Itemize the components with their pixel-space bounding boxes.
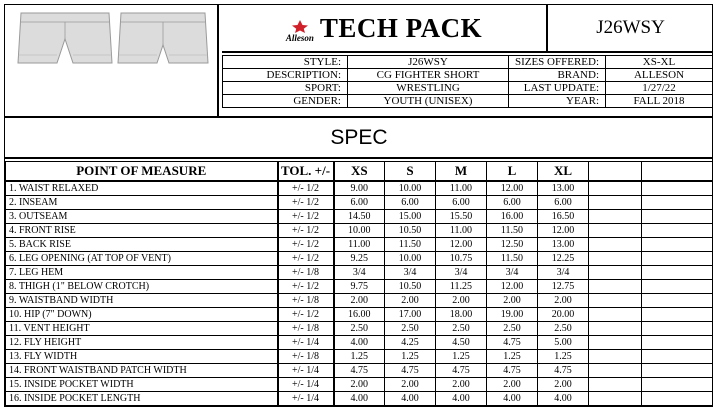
empty-cell: [642, 350, 713, 364]
point-of-measure-cell: 8. THIGH (1" BELOW CROTCH): [6, 280, 278, 294]
empty-cell: [589, 210, 642, 224]
table-row: [6, 210, 713, 224]
size-s-cell: 4.00: [385, 392, 436, 406]
column-header-s: S: [385, 162, 436, 182]
column-header-xs: XS: [334, 162, 385, 182]
point-of-measure-cell: 9. WAISTBAND WIDTH: [6, 294, 278, 308]
table-row: [6, 238, 713, 252]
table-row: [6, 336, 713, 350]
table-row: [6, 252, 713, 266]
column-header-pom: POINT OF MEASURE: [6, 162, 278, 182]
info-label: SPORT:: [223, 82, 348, 95]
size-m-cell: 6.00: [436, 196, 487, 210]
size-s-cell: 4.25: [385, 336, 436, 350]
info-row: [223, 95, 713, 108]
info-value: YOUTH (UNISEX): [348, 95, 509, 108]
tech-pack-header: [222, 5, 548, 53]
info-label: SIZES OFFERED:: [509, 56, 606, 69]
empty-cell: [642, 308, 713, 322]
info-label: LAST UPDATE:: [509, 82, 606, 95]
size-xl-cell: 12.25: [538, 252, 589, 266]
empty-cell: [642, 238, 713, 252]
size-l-cell: 4.00: [487, 392, 538, 406]
size-s-cell: 6.00: [385, 196, 436, 210]
size-l-cell: 19.00: [487, 308, 538, 322]
size-xs-cell: 11.00: [334, 238, 385, 252]
size-m-cell: 11.00: [436, 181, 487, 196]
tolerance-cell: +/- 1/2: [278, 252, 334, 266]
empty-cell: [589, 294, 642, 308]
info-value: FALL 2018: [606, 95, 713, 108]
size-xl-cell: 2.00: [538, 294, 589, 308]
size-s-cell: 11.50: [385, 238, 436, 252]
size-xs-cell: 14.50: [334, 210, 385, 224]
point-of-measure-cell: 2. INSEAM: [6, 196, 278, 210]
page-title: TECH PACK: [319, 12, 483, 43]
size-l-cell: 6.00: [487, 196, 538, 210]
size-m-cell: 2.00: [436, 294, 487, 308]
point-of-measure-cell: 3. OUTSEAM: [6, 210, 278, 224]
tolerance-cell: +/- 1/2: [278, 196, 334, 210]
shorts-back-sketch: [118, 13, 208, 63]
point-of-measure-cell: 4. FRONT RISE: [6, 224, 278, 238]
size-xs-cell: 4.00: [334, 336, 385, 350]
empty-cell: [642, 210, 713, 224]
point-of-measure-cell: 10. HIP (7" DOWN): [6, 308, 278, 322]
size-xs-cell: 6.00: [334, 196, 385, 210]
size-l-cell: 12.00: [487, 280, 538, 294]
table-row: [6, 378, 713, 392]
style-code-header: J26WSY: [548, 5, 713, 53]
size-xs-cell: 10.00: [334, 224, 385, 238]
empty-cell: [642, 392, 713, 406]
size-l-cell: 11.50: [487, 252, 538, 266]
size-xl-cell: 6.00: [538, 196, 589, 210]
empty-cell: [589, 350, 642, 364]
size-m-cell: 12.00: [436, 238, 487, 252]
size-xl-cell: 3/4: [538, 266, 589, 280]
tolerance-cell: +/- 1/4: [278, 378, 334, 392]
table-row: [6, 224, 713, 238]
size-xl-cell: 2.00: [538, 378, 589, 392]
info-row: [223, 56, 713, 69]
brand-wordmark: Alleson: [285, 33, 314, 43]
table-row: [6, 322, 713, 336]
point-of-measure-cell: 5. BACK RISE: [6, 238, 278, 252]
table-row: [6, 350, 713, 364]
empty-cell: [589, 196, 642, 210]
empty-cell: [589, 322, 642, 336]
size-s-cell: 10.50: [385, 224, 436, 238]
size-l-cell: 3/4: [487, 266, 538, 280]
empty-cell: [589, 364, 642, 378]
size-l-cell: 2.50: [487, 322, 538, 336]
table-row: [6, 266, 713, 280]
empty-cell: [589, 378, 642, 392]
point-of-measure-cell: 14. FRONT WAISTBAND PATCH WIDTH: [6, 364, 278, 378]
point-of-measure-cell: 12. FLY HEIGHT: [6, 336, 278, 350]
empty-cell: [589, 238, 642, 252]
size-m-cell: 3/4: [436, 266, 487, 280]
empty-cell: [642, 252, 713, 266]
size-s-cell: 17.00: [385, 308, 436, 322]
shorts-sketch-front-back: [5, 5, 217, 105]
empty-cell: [642, 280, 713, 294]
empty-cell: [642, 364, 713, 378]
tolerance-cell: +/- 1/8: [278, 322, 334, 336]
info-value: CG FIGHTER SHORT: [348, 69, 509, 82]
size-l-cell: 11.50: [487, 224, 538, 238]
tolerance-cell: +/- 1/8: [278, 294, 334, 308]
empty-cell: [589, 224, 642, 238]
size-s-cell: 1.25: [385, 350, 436, 364]
size-xs-cell: 1.25: [334, 350, 385, 364]
size-xl-cell: 4.75: [538, 364, 589, 378]
tolerance-cell: +/- 1/8: [278, 350, 334, 364]
size-l-cell: 2.00: [487, 378, 538, 392]
tolerance-cell: +/- 1/2: [278, 181, 334, 196]
measurement-table: [5, 161, 713, 406]
info-value: XS-XL: [606, 56, 713, 69]
empty-cell: [589, 392, 642, 406]
size-m-cell: 4.75: [436, 364, 487, 378]
size-l-cell: 12.00: [487, 181, 538, 196]
table-row: [6, 196, 713, 210]
size-xl-cell: 4.00: [538, 392, 589, 406]
info-value: J26WSY: [348, 56, 509, 69]
point-of-measure-cell: 15. INSIDE POCKET WIDTH: [6, 378, 278, 392]
point-of-measure-cell: 1. WAIST RELAXED: [6, 181, 278, 196]
info-label: GENDER:: [223, 95, 348, 108]
size-m-cell: 2.00: [436, 378, 487, 392]
shorts-front-sketch: [18, 13, 112, 63]
empty-cell: [589, 308, 642, 322]
table-header-row: [6, 162, 713, 182]
size-xs-cell: 16.00: [334, 308, 385, 322]
info-row: [223, 69, 713, 82]
size-xs-cell: 4.00: [334, 392, 385, 406]
table-row: [6, 280, 713, 294]
empty-cell: [642, 181, 713, 196]
column-header-m: M: [436, 162, 487, 182]
info-value: ALLESON: [606, 69, 713, 82]
size-xl-cell: 12.00: [538, 224, 589, 238]
size-l-cell: 4.75: [487, 336, 538, 350]
size-m-cell: 4.00: [436, 392, 487, 406]
tolerance-cell: +/- 1/4: [278, 392, 334, 406]
size-xs-cell: 2.00: [334, 378, 385, 392]
size-l-cell: 12.50: [487, 238, 538, 252]
tolerance-cell: +/- 1/2: [278, 224, 334, 238]
size-s-cell: 4.75: [385, 364, 436, 378]
tolerance-cell: +/- 1/2: [278, 238, 334, 252]
table-row: [6, 392, 713, 406]
size-xl-cell: 2.50: [538, 322, 589, 336]
info-row: [223, 82, 713, 95]
empty-cell: [642, 322, 713, 336]
size-l-cell: 4.75: [487, 364, 538, 378]
point-of-measure-cell: 6. LEG OPENING (AT TOP OF VENT): [6, 252, 278, 266]
size-l-cell: 16.00: [487, 210, 538, 224]
size-xl-cell: 13.00: [538, 181, 589, 196]
tolerance-cell: +/- 1/4: [278, 364, 334, 378]
tolerance-cell: +/- 1/8: [278, 266, 334, 280]
tolerance-cell: +/- 1/4: [278, 336, 334, 350]
info-value: WRESTLING: [348, 82, 509, 95]
size-xs-cell: 9.25: [334, 252, 385, 266]
size-s-cell: 3/4: [385, 266, 436, 280]
table-row: [6, 181, 713, 196]
spec-section-title: SPEC: [5, 116, 713, 159]
size-xs-cell: 2.50: [334, 322, 385, 336]
tolerance-cell: +/- 1/2: [278, 308, 334, 322]
tolerance-cell: +/- 1/2: [278, 210, 334, 224]
point-of-measure-cell: 11. VENT HEIGHT: [6, 322, 278, 336]
column-header-blank: [642, 162, 713, 182]
size-s-cell: 2.00: [385, 378, 436, 392]
alleson-logo: [286, 19, 314, 43]
size-s-cell: 10.50: [385, 280, 436, 294]
column-header-l: L: [487, 162, 538, 182]
size-s-cell: 2.50: [385, 322, 436, 336]
point-of-measure-cell: 7. LEG HEM: [6, 266, 278, 280]
empty-cell: [642, 378, 713, 392]
size-xl-cell: 20.00: [538, 308, 589, 322]
size-l-cell: 2.00: [487, 294, 538, 308]
size-s-cell: 15.00: [385, 210, 436, 224]
empty-cell: [642, 224, 713, 238]
info-label: DESCRIPTION:: [223, 69, 348, 82]
empty-cell: [589, 181, 642, 196]
size-xs-cell: 9.75: [334, 280, 385, 294]
table-row: [6, 308, 713, 322]
info-label: YEAR:: [509, 95, 606, 108]
table-row: [6, 364, 713, 378]
size-m-cell: 4.50: [436, 336, 487, 350]
size-m-cell: 1.25: [436, 350, 487, 364]
point-of-measure-cell: 16. INSIDE POCKET LENGTH: [6, 392, 278, 406]
size-l-cell: 1.25: [487, 350, 538, 364]
size-m-cell: 2.50: [436, 322, 487, 336]
size-xs-cell: 3/4: [334, 266, 385, 280]
size-xs-cell: 9.00: [334, 181, 385, 196]
measurement-rows: [6, 181, 713, 406]
size-m-cell: 11.25: [436, 280, 487, 294]
size-xs-cell: 2.00: [334, 294, 385, 308]
star-icon: [290, 19, 310, 33]
info-value: 1/27/22: [606, 82, 713, 95]
tolerance-cell: +/- 1/2: [278, 280, 334, 294]
point-of-measure-cell: 13. FLY WIDTH: [6, 350, 278, 364]
size-xl-cell: 13.00: [538, 238, 589, 252]
empty-cell: [589, 280, 642, 294]
size-xl-cell: 12.75: [538, 280, 589, 294]
empty-cell: [642, 294, 713, 308]
size-m-cell: 11.00: [436, 224, 487, 238]
column-header-xl: XL: [538, 162, 589, 182]
size-m-cell: 15.50: [436, 210, 487, 224]
garment-image-area: [5, 5, 219, 116]
size-xl-cell: 5.00: [538, 336, 589, 350]
size-s-cell: 10.00: [385, 181, 436, 196]
empty-cell: [589, 336, 642, 350]
size-s-cell: 2.00: [385, 294, 436, 308]
info-label: BRAND:: [509, 69, 606, 82]
empty-cell: [642, 266, 713, 280]
empty-cell: [589, 252, 642, 266]
size-xl-cell: 16.50: [538, 210, 589, 224]
empty-cell: [642, 336, 713, 350]
size-xl-cell: 1.25: [538, 350, 589, 364]
column-header-blank: [589, 162, 642, 182]
size-m-cell: 10.75: [436, 252, 487, 266]
size-s-cell: 10.00: [385, 252, 436, 266]
size-xs-cell: 4.75: [334, 364, 385, 378]
empty-cell: [589, 266, 642, 280]
info-label: STYLE:: [223, 56, 348, 69]
column-header-tolerance: TOL. +/-: [278, 162, 334, 182]
empty-cell: [642, 196, 713, 210]
size-m-cell: 18.00: [436, 308, 487, 322]
table-row: [6, 294, 713, 308]
style-info-table: [222, 55, 713, 108]
